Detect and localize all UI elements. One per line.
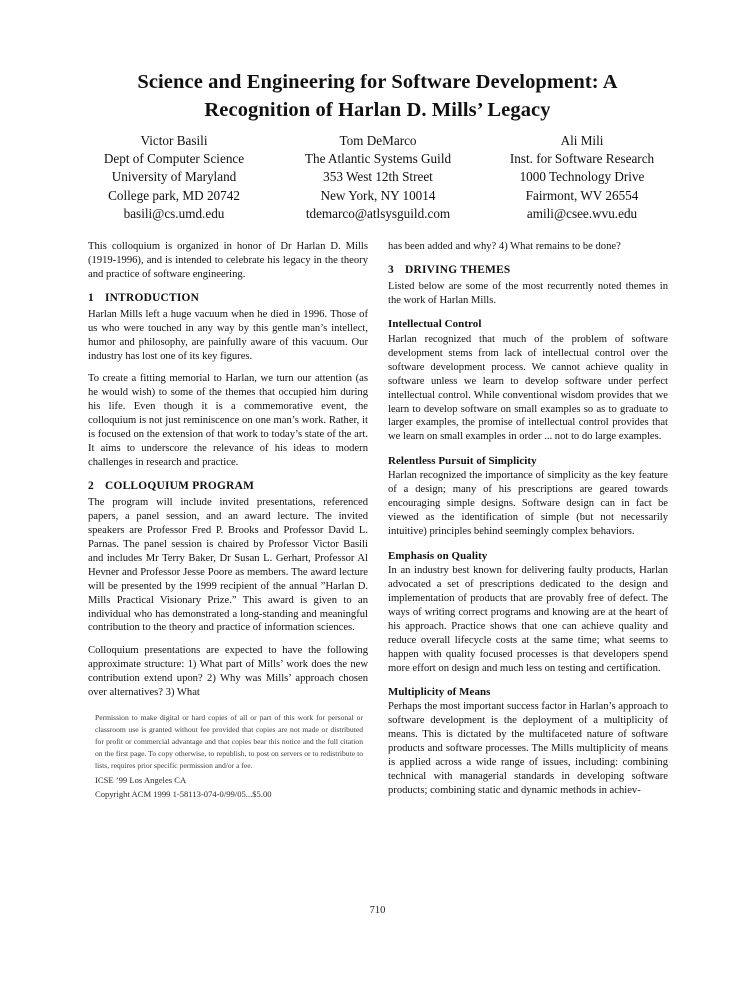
paragraph: To create a fitting memorial to Harlan, we turn our attention (as he would wish) to some of the themes that occupied him during his life. Even though it is a commemorative event, the colloquium is not just reminiscence on one man’s work. Rather, it is focused on the extension of that work to today’s state of the art. It aims to underscore the relevance of his ideas to modern challenges in research and practice. [88, 373, 368, 468]
paragraph: Perhaps the most important success factor in Harlan’s approach to software development is the deployment of a multiplicity of means. This is dictated by the multifaceted nature of software products and software processes. The Mills multiplicity of means is applied across a wide range of issues, including: combining technical with managerial standards in developing software products; combining static and dynamic methods in achiev- [388, 701, 668, 797]
title-block [75, 68, 680, 125]
author-email: amili@csee.wvu.edu [526, 205, 638, 221]
author-institution: 1000 Technology Drive [519, 169, 645, 185]
author-name: Victor Basili [140, 133, 208, 148]
paragraph: In an industry best known for delivering faulty products, Harlan advocated a set of prescriptions dedicated to the design and implementation of products that are provably free of defect. The ways of writing correct programs and knowing are at the heart of his approach. Practice shows that one can achieve quality and reduce overall lifecycle costs at the same time; what seems to happen with quality focused processes is that developers spend more effort on design and much less on testing and certification. [388, 564, 668, 674]
section-title: DRIVING THEMES [405, 263, 511, 276]
page-title [75, 68, 680, 125]
section-heading-colloquium-program [88, 479, 368, 494]
paragraph: Harlan Mills left a huge vacuum when he died in 1996. Those of us who were touched in any way by this gentle man’s intellect, humor and philosophy, are painfully aware of this vacuum. Our industry has lost one of its key figures. [88, 308, 368, 362]
author-name: Ali Mili [560, 133, 604, 148]
author-email: basili@cs.umd.edu [123, 205, 225, 221]
paragraph: Colloquium presentations are expected to have the following approximate structure: 1) What part of Mills’ work does the new contribution extend upon? 2) Why was Mills’ approach chosen over alternatives? 3) What [88, 644, 368, 698]
section-number: 1 [88, 291, 94, 304]
copyright-acm-line: Copyright ACM 1999 1-58113-074-0/99/05...$5.00 [95, 789, 272, 800]
author-institution: 353 West 12th Street [323, 169, 433, 185]
section-heading-driving-themes [388, 263, 668, 278]
paper-title-line-2: Recognition of Harlan D. Mills’ Legacy [204, 99, 551, 122]
author-entry [72, 132, 276, 223]
section-number: 3 [388, 263, 394, 276]
subsection-heading-emphasis-on-quality: Emphasis on Quality [388, 549, 488, 562]
author-entry [480, 132, 684, 223]
copyright-permission-text: Permission to make digital or hard copies of all or part of this work for personal or classroom use is granted without fee provided that copies are not made or distributed for profit or commercial advantage and that copies bear this notice and the full citation on the first page. To copy otherwise, to republish, to post on servers or to redistribute to lists, requires prior specific permission and/or a fee. [95, 712, 363, 770]
section-title: INTRODUCTION [105, 291, 200, 304]
author-email: tdemarco@atlsysguild.com [305, 205, 451, 221]
author-entry [276, 132, 480, 223]
section-title: COLLOQUIUM PROGRAM [105, 479, 255, 492]
subsection-heading-relentless-pursuit-of-simplicity: Relentless Pursuit of Simplicity [388, 454, 537, 467]
paper-title-line-1: Science and Engineering for Software Development: A [137, 71, 618, 93]
author-address: College park, MD 20742 [108, 187, 240, 203]
paragraph: Harlan recognized that much of the problem of software development stems from lack of intellectual control over the software development process. We cannot achieve quality in software unless we learn to develop software under perfect intellectual control. While conventional wisdom provides that we learn to develop software on small examples so as to graduate to larger examples, the promise of intellectual control provides that we learn on small examples in order ... not to do large examples. [388, 333, 668, 443]
author-institution: University of Maryland [111, 169, 237, 185]
author-block [72, 132, 684, 223]
paragraph-continuation: has been added and why? 4) What remains to be done? [388, 241, 621, 252]
paragraph: Listed below are some of the most recurrently noted themes in the work of Harlan Mills. [388, 280, 668, 306]
section-heading-introduction [88, 291, 368, 306]
body-columns [88, 240, 668, 865]
subsection-heading-intellectual-control: Intellectual Control [388, 318, 482, 331]
paragraph: Harlan recognized the importance of simplicity as the key feature of a design; many of his prescriptions are geared towards encouraging simple designs. Software design can in fact be viewed as the identification of simple (but not necessarily intuitive) principles behind seemingly complex behaviors. [388, 470, 668, 538]
author-affiliation: Dept of Computer Science [103, 151, 245, 167]
author-address: Fairmont, WV 26554 [525, 187, 639, 203]
paragraph: The program will include invited presentations, referenced papers, a panel session, and an award lecture. The invited speakers are Professor Fred P. Brooks and Professor David L. Parnas. The panel session is chaired by Professor Victor Basili and includes Mr Terry Baker, Dr Susan L. Gerhart, Professor Al Hevner and Professor Jesse Poore as members. The award lecture will be presented by the 1999 recipient of the annual ”Harlan D. Mills Practical Visionary Prize.” This award is given to an individual who has demonstrated a long-standing and meaningful contribution to the theory and practice of information sciences. [88, 496, 368, 634]
copyright-notice [95, 712, 363, 802]
copyright-conference: ICSE ’99 Los Angeles CA [95, 774, 187, 785]
section-number: 2 [88, 479, 94, 492]
author-affiliation: The Atlantic Systems Guild [304, 151, 452, 167]
column-right [388, 240, 668, 798]
column-left [88, 240, 368, 802]
author-affiliation: Inst. for Software Research [509, 151, 655, 167]
subsection-heading-multiplicity-of-means: Multiplicity of Means [388, 685, 491, 698]
page-number: 710 [369, 905, 386, 916]
abstract-paragraph: This colloquium is organized in honor of Dr Harlan D. Mills (1919-1996), and is intended to celebrate his legacy in the theory and practice of software engineering. [88, 241, 368, 280]
author-address: New York, NY 10014 [320, 187, 436, 203]
author-name: Tom DeMarco [339, 133, 417, 148]
